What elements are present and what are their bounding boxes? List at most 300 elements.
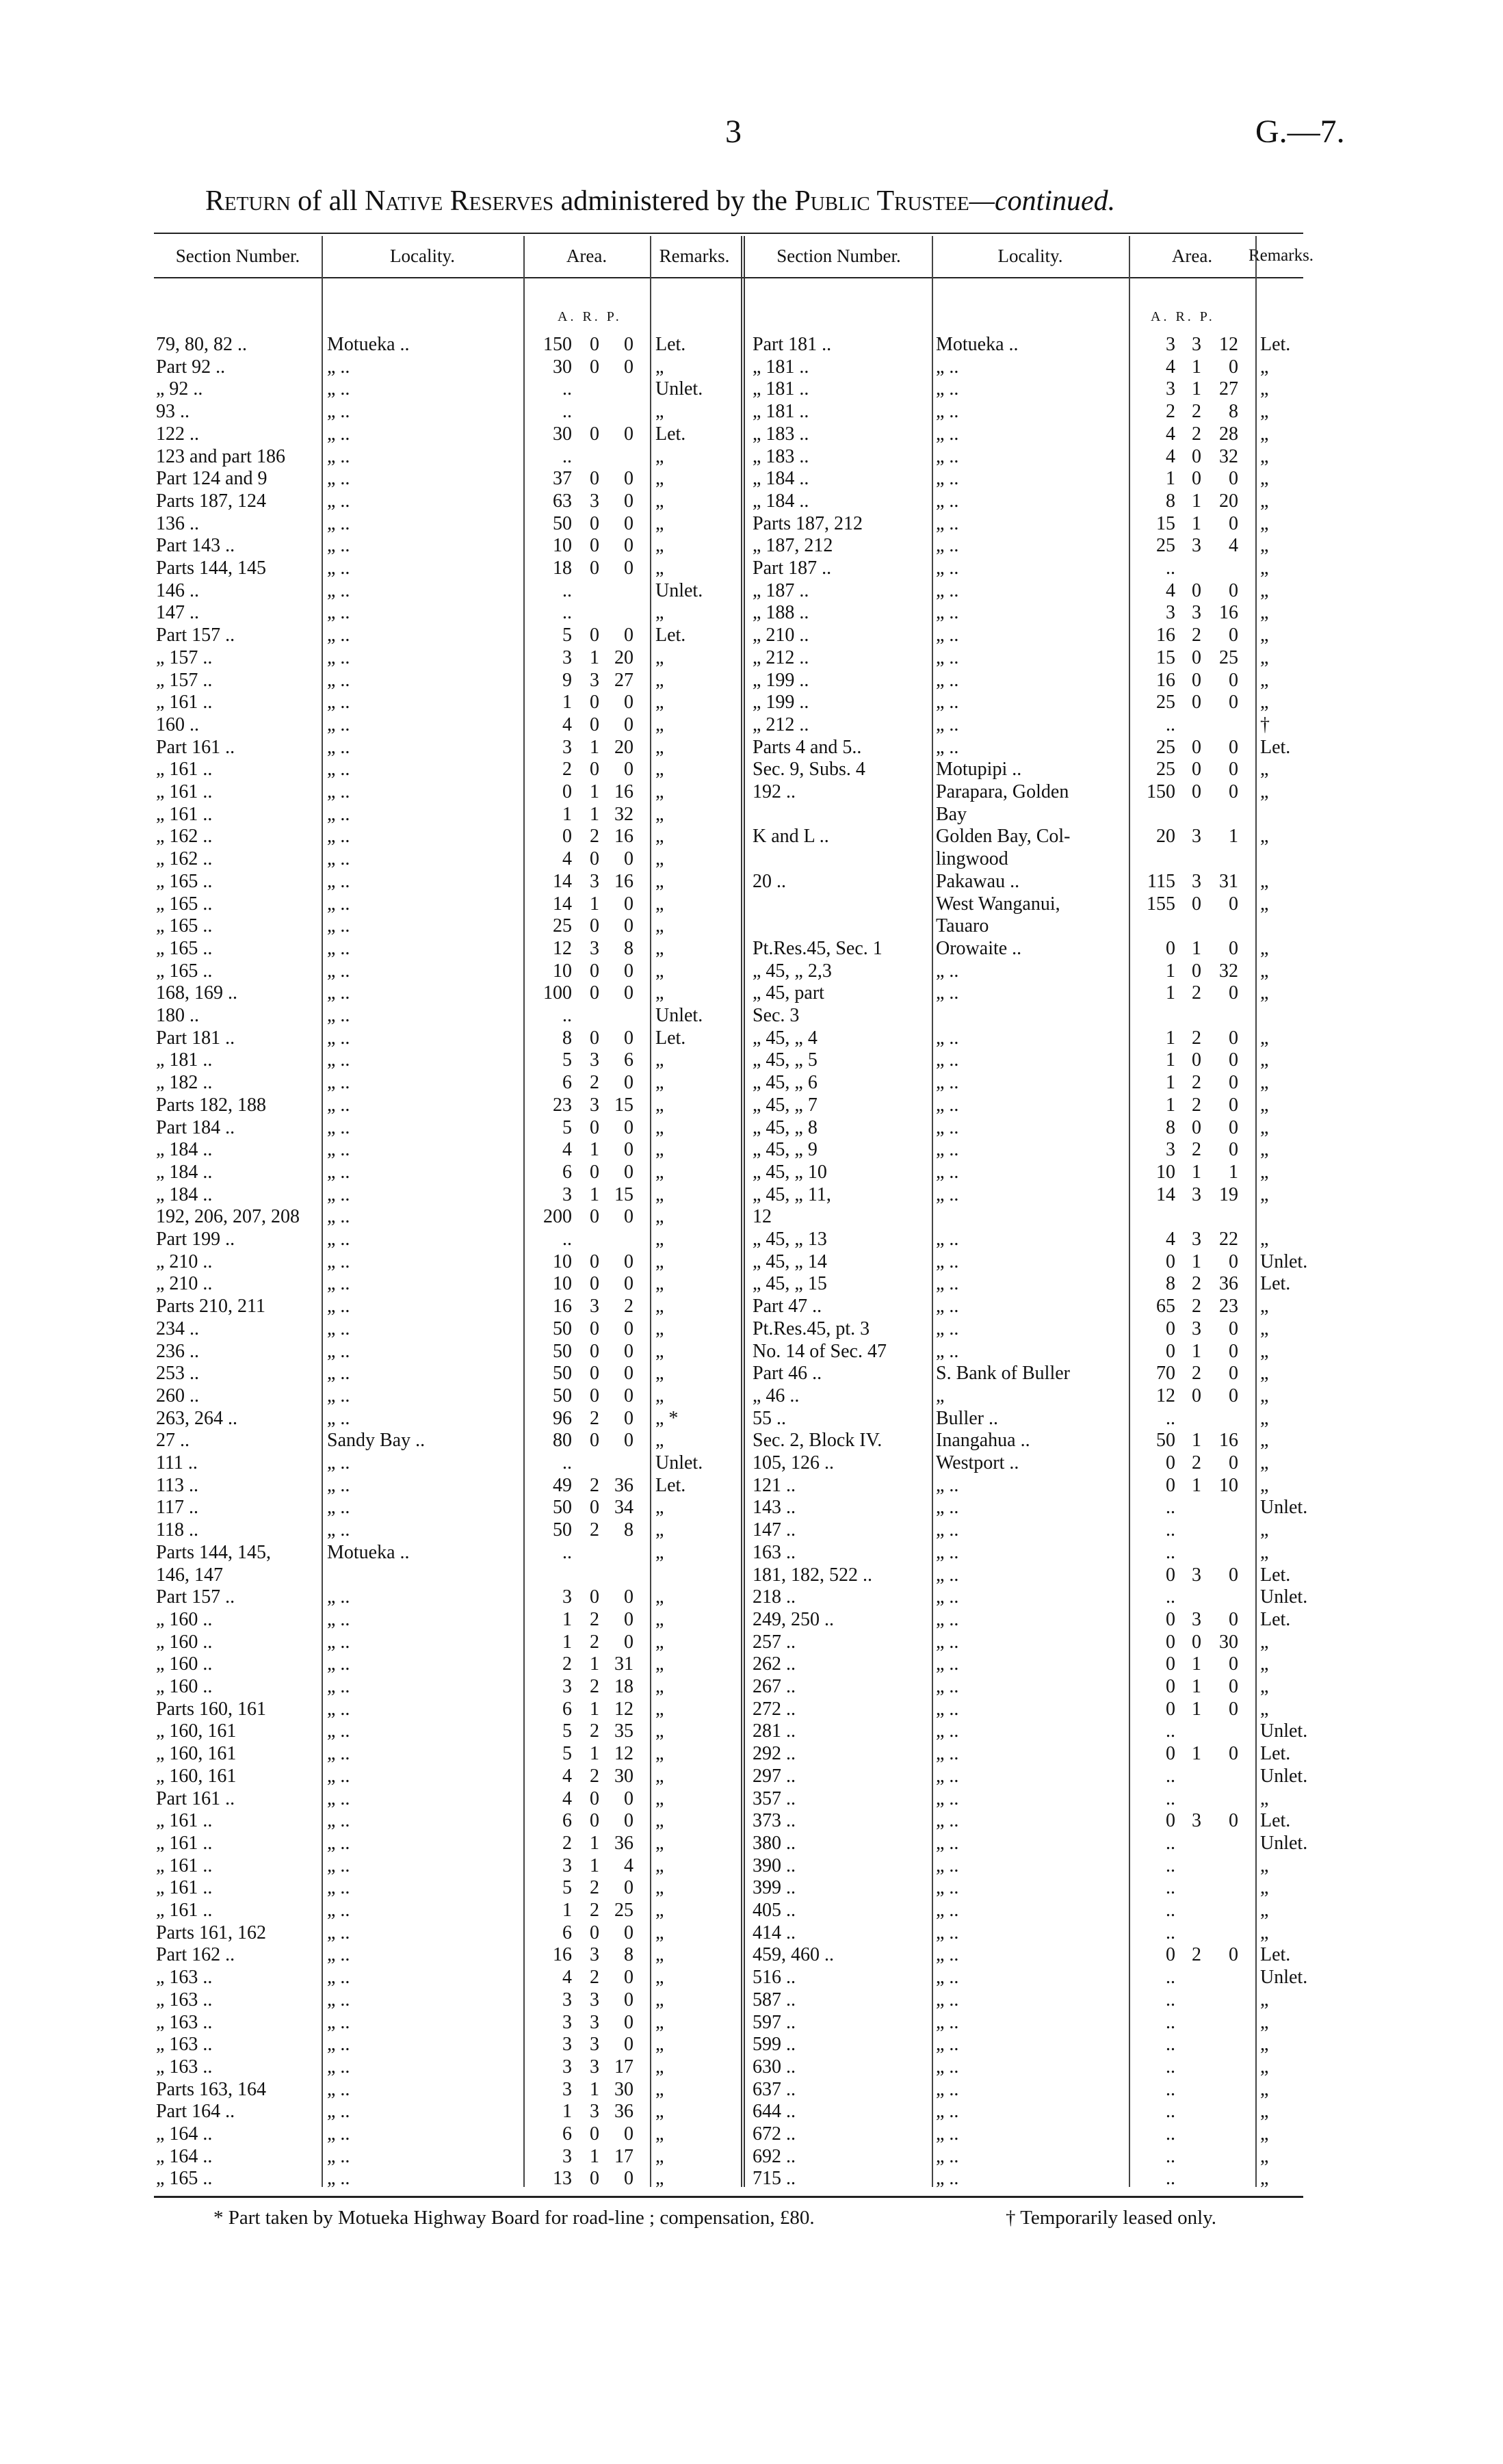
- roods-cell: 0: [590, 1363, 599, 1385]
- locality-cell: „ ..: [327, 893, 350, 915]
- locality-cell: „ ..: [327, 915, 350, 937]
- locality-cell: „ ..: [936, 512, 959, 534]
- acres-cell: 4: [562, 1139, 572, 1161]
- locality-cell: „ ..: [936, 1183, 959, 1205]
- locality-cell: West Wanganui,: [936, 893, 1060, 915]
- perches-cell: 10: [1219, 1474, 1238, 1496]
- remarks-cell: „: [655, 2056, 664, 2078]
- section-cell: 644 ..: [753, 2101, 796, 2123]
- remarks-cell: Unlet.: [655, 579, 703, 601]
- acres-cell: 3: [1166, 602, 1175, 624]
- section-cell: „ 161 ..: [156, 803, 213, 825]
- roods-cell: 0: [590, 625, 599, 646]
- locality-cell: „ ..: [936, 669, 959, 691]
- perches-cell: 0: [624, 1139, 633, 1161]
- left-header-section: Section Number.: [175, 245, 300, 266]
- remarks-cell: „: [1260, 937, 1269, 959]
- perches-cell: 0: [1229, 1676, 1238, 1697]
- locality-cell: „ ..: [327, 1027, 350, 1049]
- remarks-cell: „: [1260, 1161, 1269, 1183]
- acres-cell: 0: [1166, 937, 1175, 959]
- remarks-cell: „: [655, 1944, 664, 1966]
- remarks-cell: Let.: [1260, 1608, 1291, 1630]
- roods-cell: 1: [1192, 937, 1201, 959]
- remarks-cell: „: [1260, 1631, 1269, 1653]
- perches-cell: 0: [624, 558, 633, 579]
- acres-cell: ..: [1166, 713, 1175, 735]
- locality-cell: „ ..: [327, 1922, 350, 1943]
- acres-cell: ..: [1166, 1586, 1175, 1608]
- table-row: [0, 737, 1503, 759]
- table-row: [0, 423, 1503, 445]
- roods-cell: 2: [1192, 1273, 1201, 1295]
- perches-cell: 27: [614, 669, 633, 691]
- remarks-cell: „: [1260, 692, 1269, 713]
- remarks-cell: „: [655, 870, 664, 892]
- remarks-cell: „: [655, 2145, 664, 2167]
- acres-cell: 1: [1166, 1094, 1175, 1116]
- locality-cell: „ ..: [327, 1877, 350, 1899]
- perches-cell: 0: [624, 1318, 633, 1339]
- remarks-cell: „: [1260, 1877, 1269, 1899]
- locality-cell: lingwood: [936, 848, 1008, 870]
- table-row: [0, 2101, 1503, 2123]
- perches-cell: 18: [614, 1676, 633, 1697]
- remarks-cell: „: [655, 1229, 664, 1250]
- remarks-cell: „: [1260, 893, 1269, 915]
- acres-cell: 1: [562, 692, 572, 713]
- locality-cell: „ ..: [936, 558, 959, 579]
- acres-cell: 8: [1166, 1273, 1175, 1295]
- remarks-cell: „: [655, 915, 664, 937]
- perches-cell: 4: [1229, 535, 1238, 557]
- perches-cell: 15: [614, 1183, 633, 1205]
- roods-cell: 3: [1192, 535, 1201, 557]
- locality-cell: „ ..: [936, 1900, 959, 1921]
- locality-cell: „ ..: [936, 1944, 959, 1966]
- acres-cell: 115: [1147, 870, 1175, 892]
- perches-cell: 0: [1229, 1049, 1238, 1071]
- perches-cell: 0: [624, 1877, 633, 1899]
- locality-cell: „ ..: [936, 1519, 959, 1541]
- roods-cell: 0: [590, 1250, 599, 1272]
- locality-cell: „ ..: [936, 1161, 959, 1183]
- acres-cell: 6: [562, 1161, 572, 1183]
- roods-cell: 0: [590, 2168, 599, 2190]
- perches-cell: 0: [624, 535, 633, 557]
- section-cell: Sec. 2, Block IV.: [753, 1430, 883, 1452]
- acres-cell: 25: [1156, 759, 1175, 781]
- section-cell: Part 199 ..: [156, 1229, 235, 1250]
- table-row: [0, 670, 1503, 692]
- perches-cell: 0: [1229, 669, 1238, 691]
- section-cell: „ 161 ..: [156, 692, 213, 713]
- section-cell: K and L ..: [753, 826, 829, 848]
- remarks-cell: „: [655, 1183, 664, 1205]
- remarks-cell: „: [655, 713, 664, 735]
- acres-cell: 50: [1156, 1430, 1175, 1452]
- remarks-cell: „: [655, 803, 664, 825]
- table-row: [0, 1095, 1503, 1116]
- acres-cell: 30: [553, 423, 572, 445]
- section-cell: 390 ..: [753, 1854, 796, 1876]
- acres-cell: ..: [1166, 1765, 1175, 1787]
- section-cell: 168, 169 ..: [156, 982, 237, 1004]
- roods-cell: 1: [590, 1139, 599, 1161]
- acres-cell: 2: [562, 1832, 572, 1854]
- acres-cell: ..: [1166, 2101, 1175, 2123]
- section-cell: „ 161 ..: [156, 1900, 213, 1921]
- perches-cell: 0: [1229, 692, 1238, 713]
- locality-cell: „: [936, 1385, 945, 1406]
- remarks-cell: „: [655, 1318, 664, 1339]
- section-cell: „ 45, „ 15: [753, 1273, 827, 1295]
- section-cell: Part 157 ..: [156, 1586, 235, 1608]
- acres-cell: 6: [562, 1072, 572, 1094]
- roods-cell: 3: [590, 1989, 599, 2010]
- table-row: [0, 1743, 1503, 1765]
- table-row: [0, 580, 1503, 602]
- perches-cell: 0: [1229, 512, 1238, 534]
- perches-cell: 36: [614, 1832, 633, 1854]
- locality-cell: „ ..: [327, 692, 350, 713]
- roods-cell: 1: [590, 803, 599, 825]
- section-cell: „ 163 ..: [156, 2056, 213, 2078]
- perches-cell: 32: [614, 803, 633, 825]
- locality-cell: „ ..: [936, 468, 959, 490]
- remarks-cell: „: [1260, 870, 1269, 892]
- acres-cell: 3: [562, 1989, 572, 2010]
- section-cell: „ 45, „ 5: [753, 1049, 818, 1071]
- remarks-cell: „: [655, 602, 664, 624]
- table-row: [0, 1586, 1503, 1608]
- acres-cell: 0: [1166, 1340, 1175, 1362]
- section-cell: 55 ..: [753, 1407, 786, 1429]
- table-row: [0, 826, 1503, 848]
- roods-cell: 0: [590, 1385, 599, 1406]
- section-cell: 414 ..: [753, 1922, 796, 1943]
- section-cell: „ 183 ..: [753, 423, 809, 445]
- section-cell: 111 ..: [156, 1452, 198, 1473]
- locality-cell: Buller ..: [936, 1407, 998, 1429]
- remarks-cell: „: [655, 2034, 664, 2056]
- table-row: [0, 1631, 1503, 1653]
- roods-cell: 1: [590, 1653, 599, 1675]
- remarks-cell: „: [1260, 1676, 1269, 1697]
- acres-cell: ..: [1166, 2168, 1175, 2190]
- perches-cell: 0: [1229, 1340, 1238, 1362]
- table-row: [0, 1139, 1503, 1161]
- acres-cell: 3: [562, 1586, 572, 1608]
- roods-cell: 2: [1192, 1363, 1201, 1385]
- acres-cell: 100: [543, 982, 572, 1004]
- locality-cell: „ ..: [327, 1832, 350, 1854]
- perches-cell: 27: [1219, 378, 1238, 400]
- section-cell: 630 ..: [753, 2056, 796, 2078]
- acres-cell: 49: [553, 1474, 572, 1496]
- perches-cell: 0: [624, 1116, 633, 1138]
- perches-cell: 16: [614, 826, 633, 848]
- remarks-cell: „: [1260, 1430, 1269, 1452]
- section-cell: Part 92 ..: [156, 356, 226, 378]
- acres-cell: ..: [1166, 1900, 1175, 1921]
- roods-cell: 0: [590, 692, 599, 713]
- roods-cell: 0: [1192, 960, 1201, 982]
- perches-cell: 0: [624, 423, 633, 445]
- acres-cell: ..: [1166, 2078, 1175, 2100]
- title-part-1: of all: [290, 185, 365, 217]
- table-row: [0, 848, 1503, 870]
- table-row: [0, 1475, 1503, 1497]
- locality-cell: „ ..: [327, 1765, 350, 1787]
- perches-cell: 0: [624, 713, 633, 735]
- locality-cell: „ ..: [327, 2078, 350, 2100]
- table-row: [0, 1005, 1503, 1027]
- perches-cell: 6: [624, 1049, 633, 1071]
- table-row: [0, 1452, 1503, 1474]
- acres-cell: 6: [562, 1698, 572, 1720]
- locality-cell: „ ..: [936, 736, 959, 758]
- acres-cell: 155: [1147, 893, 1175, 915]
- locality-cell: „ ..: [327, 356, 350, 378]
- section-cell: „ 187 ..: [753, 579, 809, 601]
- locality-cell: „ ..: [327, 1296, 350, 1318]
- remarks-cell: Let.: [1260, 1564, 1291, 1586]
- table-row: [0, 1251, 1503, 1273]
- acres-cell: 9: [562, 669, 572, 691]
- left-header-remarks: Remarks.: [659, 245, 730, 266]
- locality-cell: „ ..: [936, 646, 959, 668]
- remarks-cell: Let.: [655, 1027, 686, 1049]
- table-row: [0, 1296, 1503, 1318]
- roods-cell: 0: [590, 468, 599, 490]
- section-cell: 597 ..: [753, 2011, 796, 2033]
- table-row: [0, 1072, 1503, 1094]
- table-row: [0, 1676, 1503, 1698]
- section-cell: 192, 206, 207, 208: [156, 1206, 300, 1228]
- section-cell: „ 212 ..: [753, 713, 809, 735]
- acres-cell: 0: [1166, 1564, 1175, 1586]
- locality-cell: Westport ..: [936, 1452, 1019, 1473]
- remarks-cell: „: [1260, 625, 1269, 646]
- locality-cell: „ ..: [936, 2056, 959, 2078]
- table-row: [0, 2012, 1503, 2034]
- table-row: [0, 1766, 1503, 1787]
- section-cell: Part 181 ..: [753, 334, 832, 355]
- table-row: [0, 1497, 1503, 1519]
- remarks-cell: „: [1260, 423, 1269, 445]
- perches-cell: 0: [624, 848, 633, 870]
- remarks-cell: „: [655, 1049, 664, 1071]
- roods-cell: 0: [590, 2123, 599, 2145]
- table-row: [0, 1810, 1503, 1832]
- roods-cell: 1: [590, 2078, 599, 2100]
- section-cell: „ 188 ..: [753, 602, 809, 624]
- section-cell: „ 163 ..: [156, 2011, 213, 2033]
- section-cell: „ 45, „ 4: [753, 1027, 818, 1049]
- section-cell: Parts 144, 145,: [156, 1541, 271, 1563]
- perches-cell: 12: [614, 1698, 633, 1720]
- perches-cell: 32: [1219, 445, 1238, 467]
- remarks-cell: „: [655, 826, 664, 848]
- roods-cell: 0: [1192, 893, 1201, 915]
- perches-cell: 34: [614, 1497, 633, 1519]
- remarks-cell: „: [1260, 1340, 1269, 1362]
- locality-cell: „ ..: [327, 1273, 350, 1295]
- table-row: [0, 334, 1503, 356]
- roods-cell: 0: [590, 1787, 599, 1809]
- acres-cell: ..: [562, 1541, 572, 1563]
- table-row: [0, 1430, 1503, 1452]
- roods-cell: 0: [590, 1922, 599, 1943]
- locality-cell: „ ..: [936, 2101, 959, 2123]
- section-cell: 357 ..: [753, 1787, 796, 1809]
- section-cell: 27 ..: [156, 1430, 189, 1452]
- perches-cell: 0: [1229, 893, 1238, 915]
- perches-cell: 0: [624, 1967, 633, 1989]
- table-row: [0, 2056, 1503, 2078]
- section-cell: No. 14 of Sec. 47: [753, 1340, 887, 1362]
- section-cell: 516 ..: [753, 1967, 796, 1989]
- roods-cell: 0: [590, 558, 599, 579]
- locality-cell: „ ..: [327, 1116, 350, 1138]
- remarks-cell: Unlet.: [655, 1452, 703, 1473]
- acres-cell: ..: [1166, 1967, 1175, 1989]
- acres-cell: 5: [562, 1720, 572, 1742]
- remarks-cell: „: [655, 1631, 664, 1653]
- perches-cell: 12: [1219, 334, 1238, 355]
- remarks-cell: „: [655, 445, 664, 467]
- remarks-cell: „: [1260, 1787, 1269, 1809]
- perches-cell: 0: [624, 1072, 633, 1094]
- remarks-cell: Let.: [1260, 1743, 1291, 1765]
- section-cell: „ 163 ..: [156, 2034, 213, 2056]
- table-row: [0, 647, 1503, 669]
- remarks-cell: Let.: [655, 334, 686, 355]
- remarks-cell: „: [655, 1967, 664, 1989]
- acres-cell: 4: [1166, 579, 1175, 601]
- locality-cell: „ ..: [327, 1631, 350, 1653]
- acres-cell: 16: [553, 1296, 572, 1318]
- roods-cell: 3: [1192, 1229, 1201, 1250]
- locality-cell: „ ..: [936, 1653, 959, 1675]
- remarks-cell: „: [1260, 2123, 1269, 2145]
- table-row: [0, 1877, 1503, 1899]
- perches-cell: 0: [624, 1989, 633, 2010]
- roods-cell: 3: [590, 1094, 599, 1116]
- perches-cell: 0: [1229, 1452, 1238, 1473]
- section-cell: „ 165 ..: [156, 915, 213, 937]
- remarks-cell: „: [655, 893, 664, 915]
- roods-cell: 1: [1192, 1653, 1201, 1675]
- section-cell: 373 ..: [753, 1810, 796, 1832]
- locality-cell: „ ..: [327, 401, 350, 423]
- perches-cell: 8: [624, 937, 633, 959]
- locality-cell: „ ..: [936, 401, 959, 423]
- perches-cell: 0: [624, 356, 633, 378]
- section-cell: 236 ..: [156, 1340, 199, 1362]
- acres-cell: ..: [562, 602, 572, 624]
- locality-cell: „ ..: [327, 1385, 350, 1406]
- acres-cell: 10: [553, 1250, 572, 1272]
- locality-cell: Inangahua ..: [936, 1430, 1030, 1452]
- section-cell: „ 165 ..: [156, 937, 213, 959]
- roods-cell: 0: [590, 356, 599, 378]
- acres-cell: 14: [553, 893, 572, 915]
- remarks-cell: „: [655, 1676, 664, 1697]
- roods-cell: 2: [1192, 401, 1201, 423]
- title-lead: Return: [205, 185, 291, 217]
- locality-cell: „ ..: [327, 2145, 350, 2167]
- acres-cell: 0: [1166, 1631, 1175, 1653]
- remarks-cell: „: [1260, 960, 1269, 982]
- roods-cell: 2: [590, 1608, 599, 1630]
- acres-cell: ..: [1166, 1854, 1175, 1876]
- section-cell: „ 181 ..: [753, 378, 809, 400]
- remarks-cell: „: [655, 1653, 664, 1675]
- document-title: [205, 185, 1368, 218]
- remarks-cell: „: [655, 1810, 664, 1832]
- section-cell: „ 161 ..: [156, 1810, 213, 1832]
- section-cell: „ 45, „ 10: [753, 1161, 827, 1183]
- section-cell: 272 ..: [753, 1698, 796, 1720]
- remarks-cell: „: [655, 1586, 664, 1608]
- roods-cell: 0: [1192, 736, 1201, 758]
- roods-cell: 2: [1192, 1452, 1201, 1473]
- remarks-cell: „: [655, 468, 664, 490]
- document-reference: G.—7.: [1255, 114, 1345, 150]
- acres-cell: 25: [1156, 736, 1175, 758]
- locality-cell: „ ..: [936, 1229, 959, 1250]
- locality-cell: „ ..: [936, 1877, 959, 1899]
- roods-cell: 3: [1192, 1318, 1201, 1339]
- roods-cell: 1: [1192, 1161, 1201, 1183]
- acres-cell: 20: [1156, 826, 1175, 848]
- roods-cell: 2: [1192, 1072, 1201, 1094]
- perches-cell: 0: [624, 759, 633, 781]
- remarks-cell: „: [1260, 1094, 1269, 1116]
- perches-cell: 16: [1219, 602, 1238, 624]
- remarks-cell: Let.: [1260, 1273, 1291, 1295]
- section-cell: Parts 187, 212: [753, 512, 863, 534]
- acres-cell: 10: [553, 1273, 572, 1295]
- table-row: [0, 1162, 1503, 1183]
- perches-cell: 30: [614, 1765, 633, 1787]
- remarks-cell: „: [1260, 1318, 1269, 1339]
- remarks-cell: „: [655, 736, 664, 758]
- locality-cell: „ ..: [327, 1743, 350, 1765]
- locality-cell: „ ..: [327, 1586, 350, 1608]
- remarks-cell: Let.: [655, 423, 686, 445]
- locality-cell: „ ..: [327, 1787, 350, 1809]
- acres-cell: 6: [562, 1810, 572, 1832]
- perches-cell: 0: [624, 2011, 633, 2033]
- locality-cell: „ ..: [327, 1720, 350, 1742]
- locality-cell: „ ..: [936, 1720, 959, 1742]
- acres-cell: 150: [543, 334, 572, 355]
- locality-cell: Motueka ..: [327, 1541, 410, 1563]
- perches-cell: 0: [1229, 736, 1238, 758]
- acres-cell: ..: [1166, 1720, 1175, 1742]
- section-cell: Parts 210, 211: [156, 1296, 265, 1318]
- remarks-cell: Unlet.: [1260, 1765, 1308, 1787]
- section-cell: „ 184 ..: [156, 1139, 213, 1161]
- perches-cell: 0: [1229, 468, 1238, 490]
- remarks-cell: Let.: [655, 625, 686, 646]
- roods-cell: 0: [590, 713, 599, 735]
- table-row: [0, 804, 1503, 826]
- roods-cell: 3: [590, 2101, 599, 2123]
